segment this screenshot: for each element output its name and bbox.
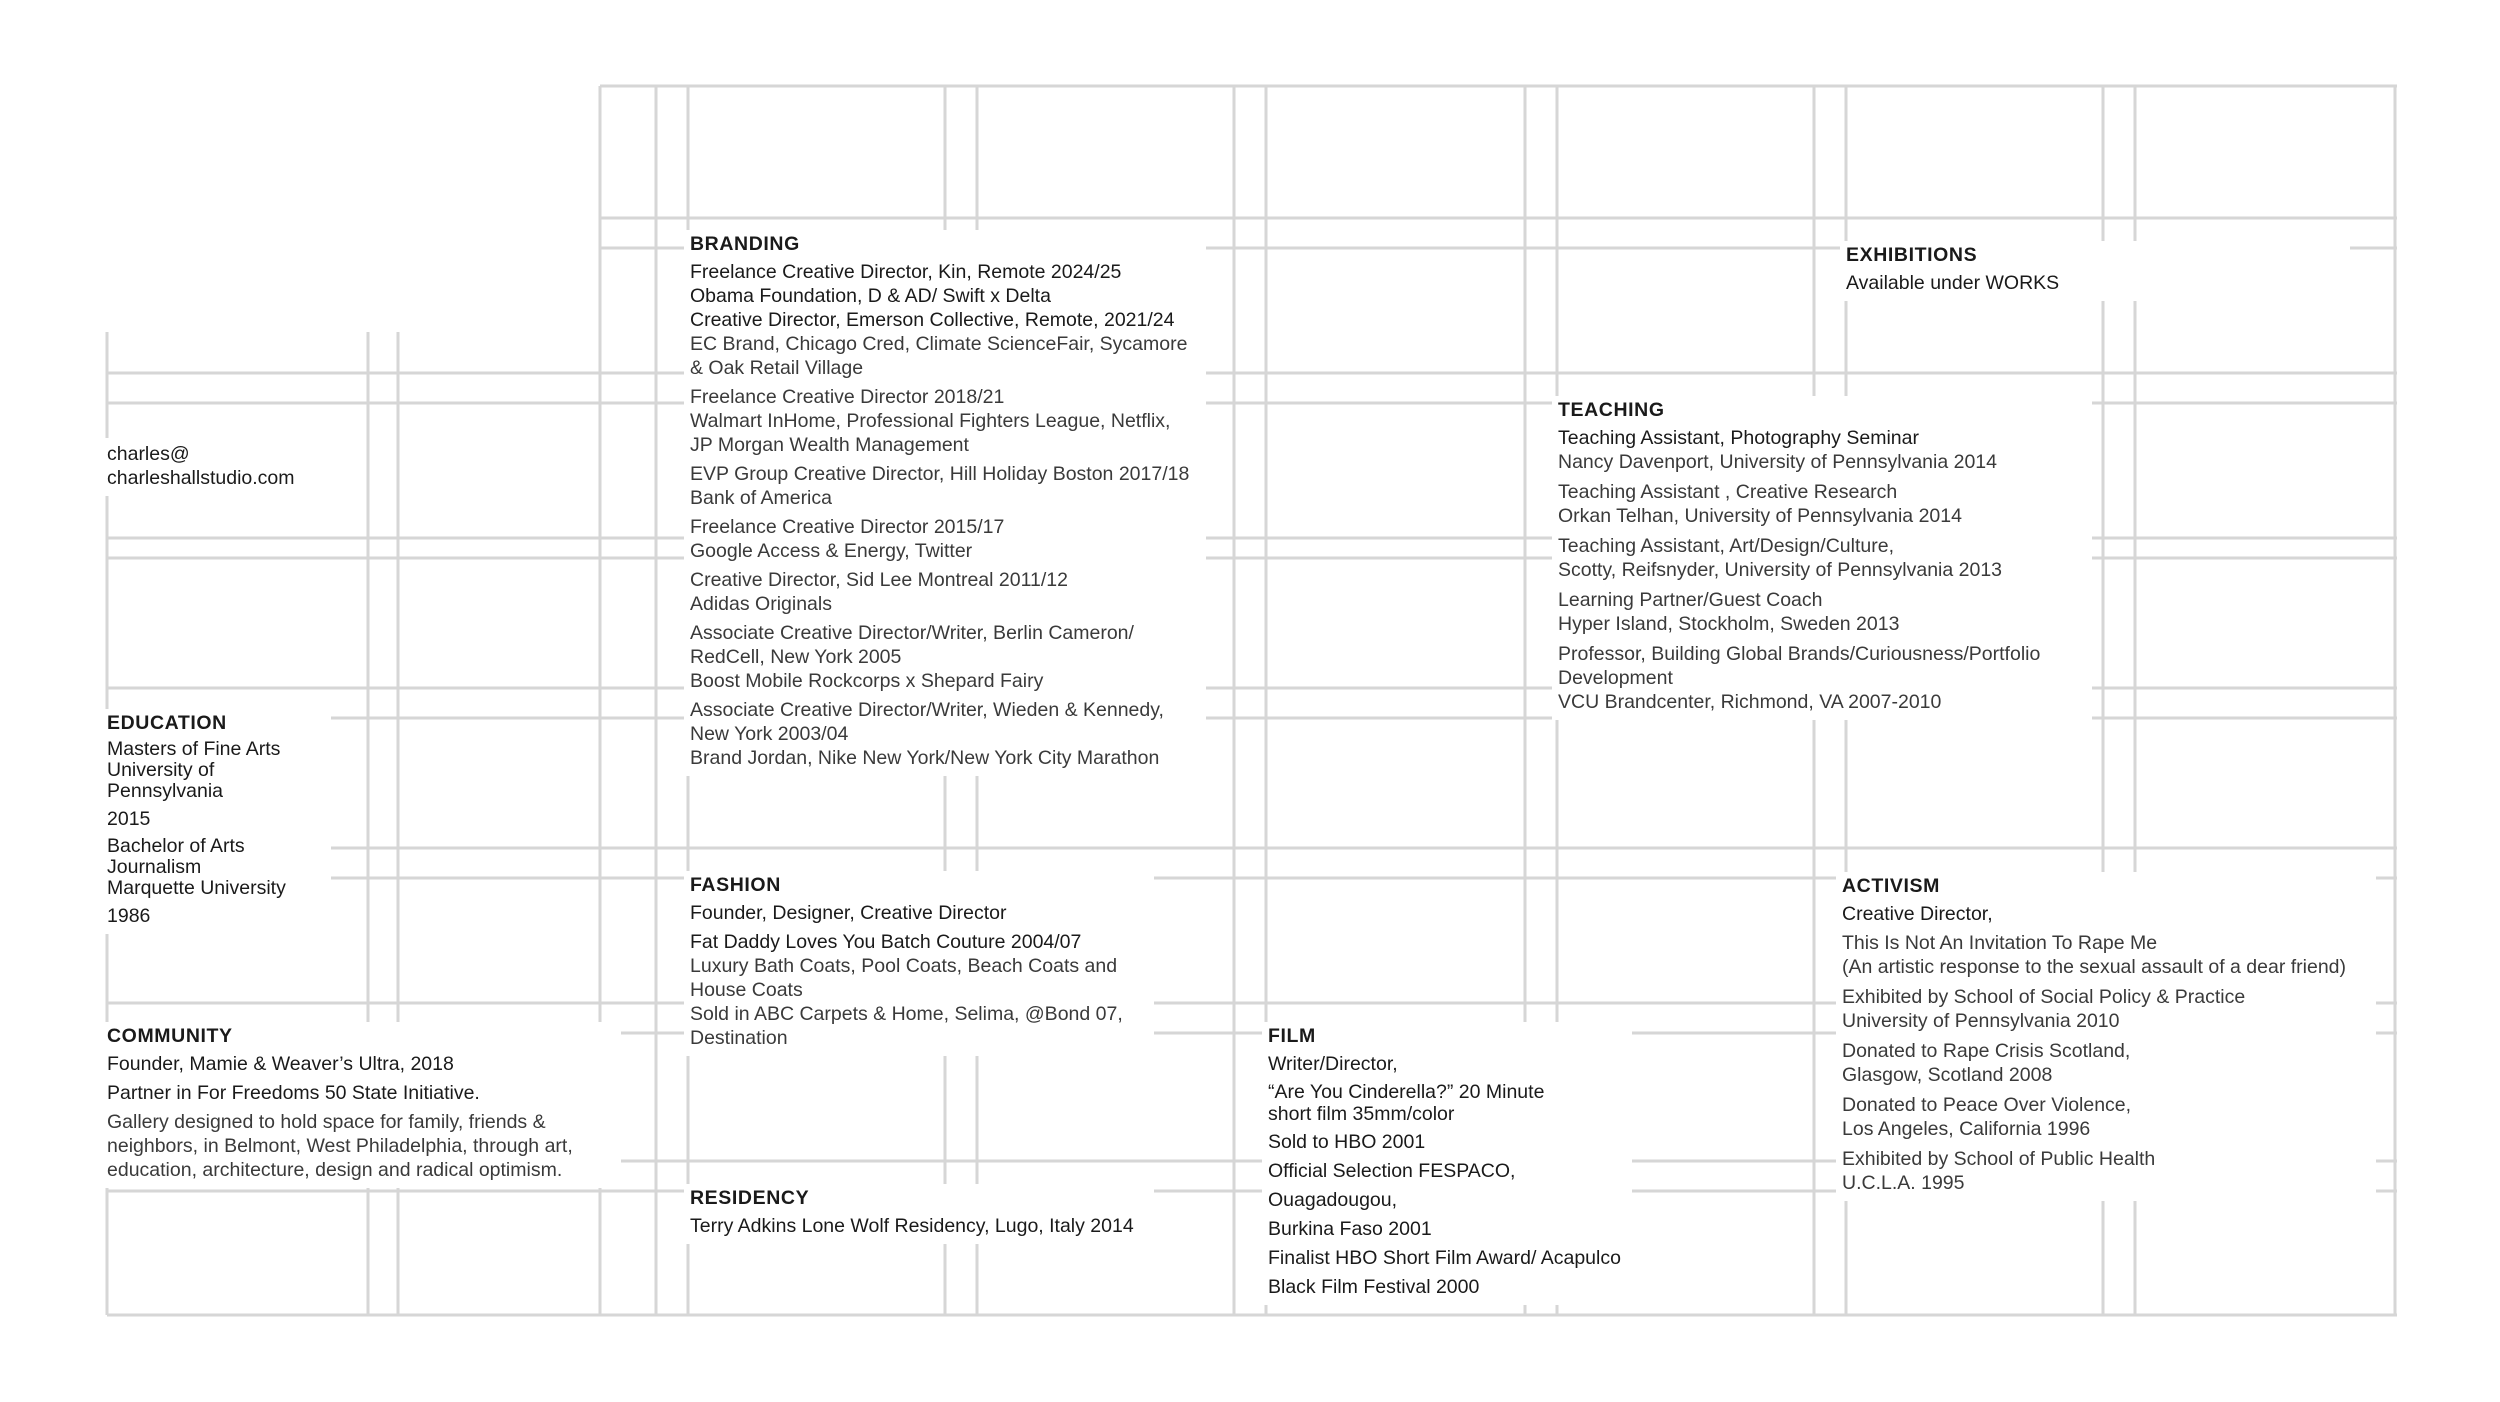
teaching-line: Teaching Assistant, Photography Seminar bbox=[1558, 427, 1919, 449]
branding-line: Brand Jordan, Nike New York/New York City Marathon bbox=[690, 747, 1160, 769]
branding-entry bbox=[690, 592, 1198, 616]
activism-entry bbox=[1842, 1147, 2368, 1195]
activism-title: ACTIVISM bbox=[1842, 875, 1940, 897]
teaching-line: Professor, Building Global Brands/Curiousness/Portfolio bbox=[1558, 643, 2041, 665]
activism-line: Donated to Rape Crisis Scotland, bbox=[1842, 1040, 2131, 1062]
education-title: EDUCATION bbox=[107, 712, 227, 734]
teaching-title: TEACHING bbox=[1558, 399, 1665, 421]
branding-line: & Oak Retail Village bbox=[690, 357, 864, 379]
branding-entry bbox=[690, 332, 1198, 380]
branding-entry bbox=[690, 462, 1198, 486]
branding-line: Adidas Originals bbox=[690, 593, 832, 615]
residency-item: Terry Adkins Lone Wolf Residency, Lugo, Italy 2014 bbox=[690, 1215, 1134, 1237]
branding-line: JP Morgan Wealth Management bbox=[690, 434, 969, 456]
branding-line: Creative Director, Sid Lee Montreal 2011/12 bbox=[690, 569, 1068, 591]
education-degree2-line: Journalism bbox=[107, 856, 202, 878]
branding-line: Boost Mobile Rockcorps x Shepard Fairy bbox=[690, 670, 1044, 692]
activism-line: University of Pennsylvania 2010 bbox=[1842, 1010, 2120, 1032]
branding-line: Freelance Creative Director 2018/21 bbox=[690, 386, 1005, 408]
branding-entry bbox=[690, 698, 1198, 746]
community-item: Partner in For Freedoms 50 State Initiative. bbox=[107, 1082, 480, 1104]
teaching-entry bbox=[1558, 642, 2084, 714]
teaching-entry bbox=[1558, 588, 2084, 636]
activism-entry bbox=[1842, 931, 2368, 979]
film-title: FILM bbox=[1268, 1025, 1316, 1047]
exhibitions-section bbox=[1840, 241, 2350, 301]
branding-entry bbox=[690, 746, 1198, 770]
branding-entry bbox=[690, 409, 1198, 457]
teaching-line: VCU Brandcenter, Richmond, VA 2007-2010 bbox=[1558, 691, 1942, 713]
activism-line: Glasgow, Scotland 2008 bbox=[1842, 1064, 2053, 1086]
education-degree1-line: University of bbox=[107, 759, 215, 781]
community-title: COMMUNITY bbox=[107, 1025, 233, 1047]
education-degree1-line: Masters of Fine Arts bbox=[107, 738, 281, 760]
activism-line: Exhibited by School of Social Policy & Practice bbox=[1842, 986, 2246, 1008]
branding-line: Freelance Creative Director, Kin, Remote 2024/25 bbox=[690, 261, 1122, 283]
exhibitions-item: Available under WORKS bbox=[1846, 272, 2060, 294]
activism-line: (An artistic response to the sexual assault of a dear friend) bbox=[1842, 956, 2347, 978]
branding-line: Freelance Creative Director 2015/17 bbox=[690, 516, 1005, 538]
fashion-sold-line: Sold in ABC Carpets & Home, Selima, @Bond 07, bbox=[690, 1003, 1123, 1025]
film-item: Ouagadougou, bbox=[1268, 1189, 1398, 1211]
film-item: short film 35mm/color bbox=[1268, 1103, 1455, 1125]
branding-entry bbox=[690, 621, 1198, 669]
branding-section bbox=[684, 230, 1206, 776]
teaching-section bbox=[1552, 396, 2092, 720]
branding-line: Google Access & Energy, Twitter bbox=[690, 540, 973, 562]
film-item: Finalist HBO Short Film Award/ Acapulco bbox=[1268, 1247, 1621, 1269]
education-year1: 2015 bbox=[107, 808, 151, 830]
contact-email-line2: charleshallstudio.com bbox=[107, 467, 295, 489]
activism-line: This Is Not An Invitation To Rape Me bbox=[1842, 932, 2158, 954]
branding-line: Walmart InHome, Professional Fighters League, Netflix, bbox=[690, 410, 1171, 432]
education-degree1-line: Pennsylvania bbox=[107, 780, 223, 802]
activism-role: Creative Director, bbox=[1842, 903, 1993, 925]
activism-entry bbox=[1842, 985, 2368, 1033]
teaching-line: Development bbox=[1558, 667, 1673, 689]
branding-entry bbox=[690, 539, 1198, 563]
film-section bbox=[1262, 1022, 1632, 1305]
branding-line: RedCell, New York 2005 bbox=[690, 646, 902, 668]
teaching-line: Teaching Assistant , Creative Research bbox=[1558, 481, 1898, 503]
branding-entry bbox=[690, 284, 1198, 308]
education-degree2-line: Marquette University bbox=[107, 877, 286, 899]
film-item: Writer/Director, bbox=[1268, 1053, 1398, 1075]
teaching-line: Learning Partner/Guest Coach bbox=[1558, 589, 1823, 611]
activism-entry bbox=[1842, 1039, 2368, 1087]
branding-entry bbox=[690, 385, 1198, 409]
community-section bbox=[101, 1022, 621, 1188]
teaching-entry bbox=[1558, 480, 2084, 528]
film-item: “Are You Cinderella?” 20 Minute bbox=[1268, 1081, 1545, 1103]
fashion-title: FASHION bbox=[690, 874, 781, 896]
branding-line: Creative Director, Emerson Collective, Remote, 2021/24 bbox=[690, 309, 1175, 331]
branding-entry bbox=[690, 568, 1198, 592]
community-desc-line: education, architecture, design and radical optimism. bbox=[107, 1159, 563, 1181]
fashion-desc-line: House Coats bbox=[690, 979, 803, 1001]
film-item: Sold to HBO 2001 bbox=[1268, 1131, 1426, 1153]
branding-line: Associate Creative Director/Writer, Wieden & Kennedy, bbox=[690, 699, 1164, 721]
branding-entry bbox=[690, 515, 1198, 539]
branding-entry bbox=[690, 260, 1198, 284]
film-item: Official Selection FESPACO, bbox=[1268, 1160, 1516, 1182]
activism-line: Los Angeles, California 1996 bbox=[1842, 1118, 2091, 1140]
branding-line: Bank of America bbox=[690, 487, 832, 509]
branding-line: EC Brand, Chicago Cred, Climate ScienceFair, Sycamore bbox=[690, 333, 1188, 355]
branding-line: Associate Creative Director/Writer, Berlin Cameron/ bbox=[690, 622, 1134, 644]
branding-line: EVP Group Creative Director, Hill Holiday Boston 2017/18 bbox=[690, 463, 1190, 485]
residency-title: RESIDENCY bbox=[690, 1187, 810, 1209]
residency-section bbox=[684, 1184, 1154, 1244]
fashion-brand: Fat Daddy Loves You Batch Couture 2004/07 bbox=[690, 931, 1082, 953]
branding-line: New York 2003/04 bbox=[690, 723, 849, 745]
fashion-desc-line: Luxury Bath Coats, Pool Coats, Beach Coats and bbox=[690, 955, 1118, 977]
branding-line: Obama Foundation, D & AD/ Swift x Delta bbox=[690, 285, 1051, 307]
activism-section bbox=[1836, 872, 2376, 1201]
fashion-sold-line: Destination bbox=[690, 1027, 788, 1049]
teaching-line: Scotty, Reifsnyder, University of Pennsylvania 2013 bbox=[1558, 559, 2003, 581]
branding-entry bbox=[690, 669, 1198, 693]
exhibitions-title: EXHIBITIONS bbox=[1846, 244, 1978, 266]
activism-entry bbox=[1842, 1093, 2368, 1141]
community-desc-line: Gallery designed to hold space for family, friends & bbox=[107, 1111, 546, 1133]
contact-email-line1: charles@ bbox=[107, 443, 190, 465]
education-year2: 1986 bbox=[107, 905, 151, 927]
branding-title: BRANDING bbox=[690, 233, 800, 255]
teaching-line: Teaching Assistant, Art/Design/Culture, bbox=[1558, 535, 1895, 557]
teaching-entry bbox=[1558, 534, 2084, 582]
community-item: Founder, Mamie & Weaver’s Ultra, 2018 bbox=[107, 1053, 454, 1075]
teaching-line: Hyper Island, Stockholm, Sweden 2013 bbox=[1558, 613, 1900, 635]
activism-line: U.C.L.A. 1995 bbox=[1842, 1172, 1965, 1194]
activism-line: Donated to Peace Over Violence, bbox=[1842, 1094, 2132, 1116]
film-item: Black Film Festival 2000 bbox=[1268, 1276, 1480, 1298]
film-item: Burkina Faso 2001 bbox=[1268, 1218, 1432, 1240]
contact-email[interactable] bbox=[101, 438, 305, 496]
teaching-line: Orkan Telhan, University of Pennsylvania 2014 bbox=[1558, 505, 1962, 527]
teaching-entry bbox=[1558, 426, 2084, 474]
education-degree2-line: Bachelor of Arts bbox=[107, 835, 245, 857]
branding-entry bbox=[690, 308, 1198, 332]
teaching-line: Nancy Davenport, University of Pennsylvania 2014 bbox=[1558, 451, 1997, 473]
fashion-role: Founder, Designer, Creative Director bbox=[690, 902, 1007, 924]
community-desc-line: neighbors, in Belmont, West Philadelphia, through art, bbox=[107, 1135, 573, 1157]
education-section bbox=[101, 709, 331, 934]
fashion-section bbox=[684, 871, 1154, 1056]
activism-line: Exhibited by School of Public Health bbox=[1842, 1148, 2156, 1170]
branding-entry bbox=[690, 486, 1198, 510]
